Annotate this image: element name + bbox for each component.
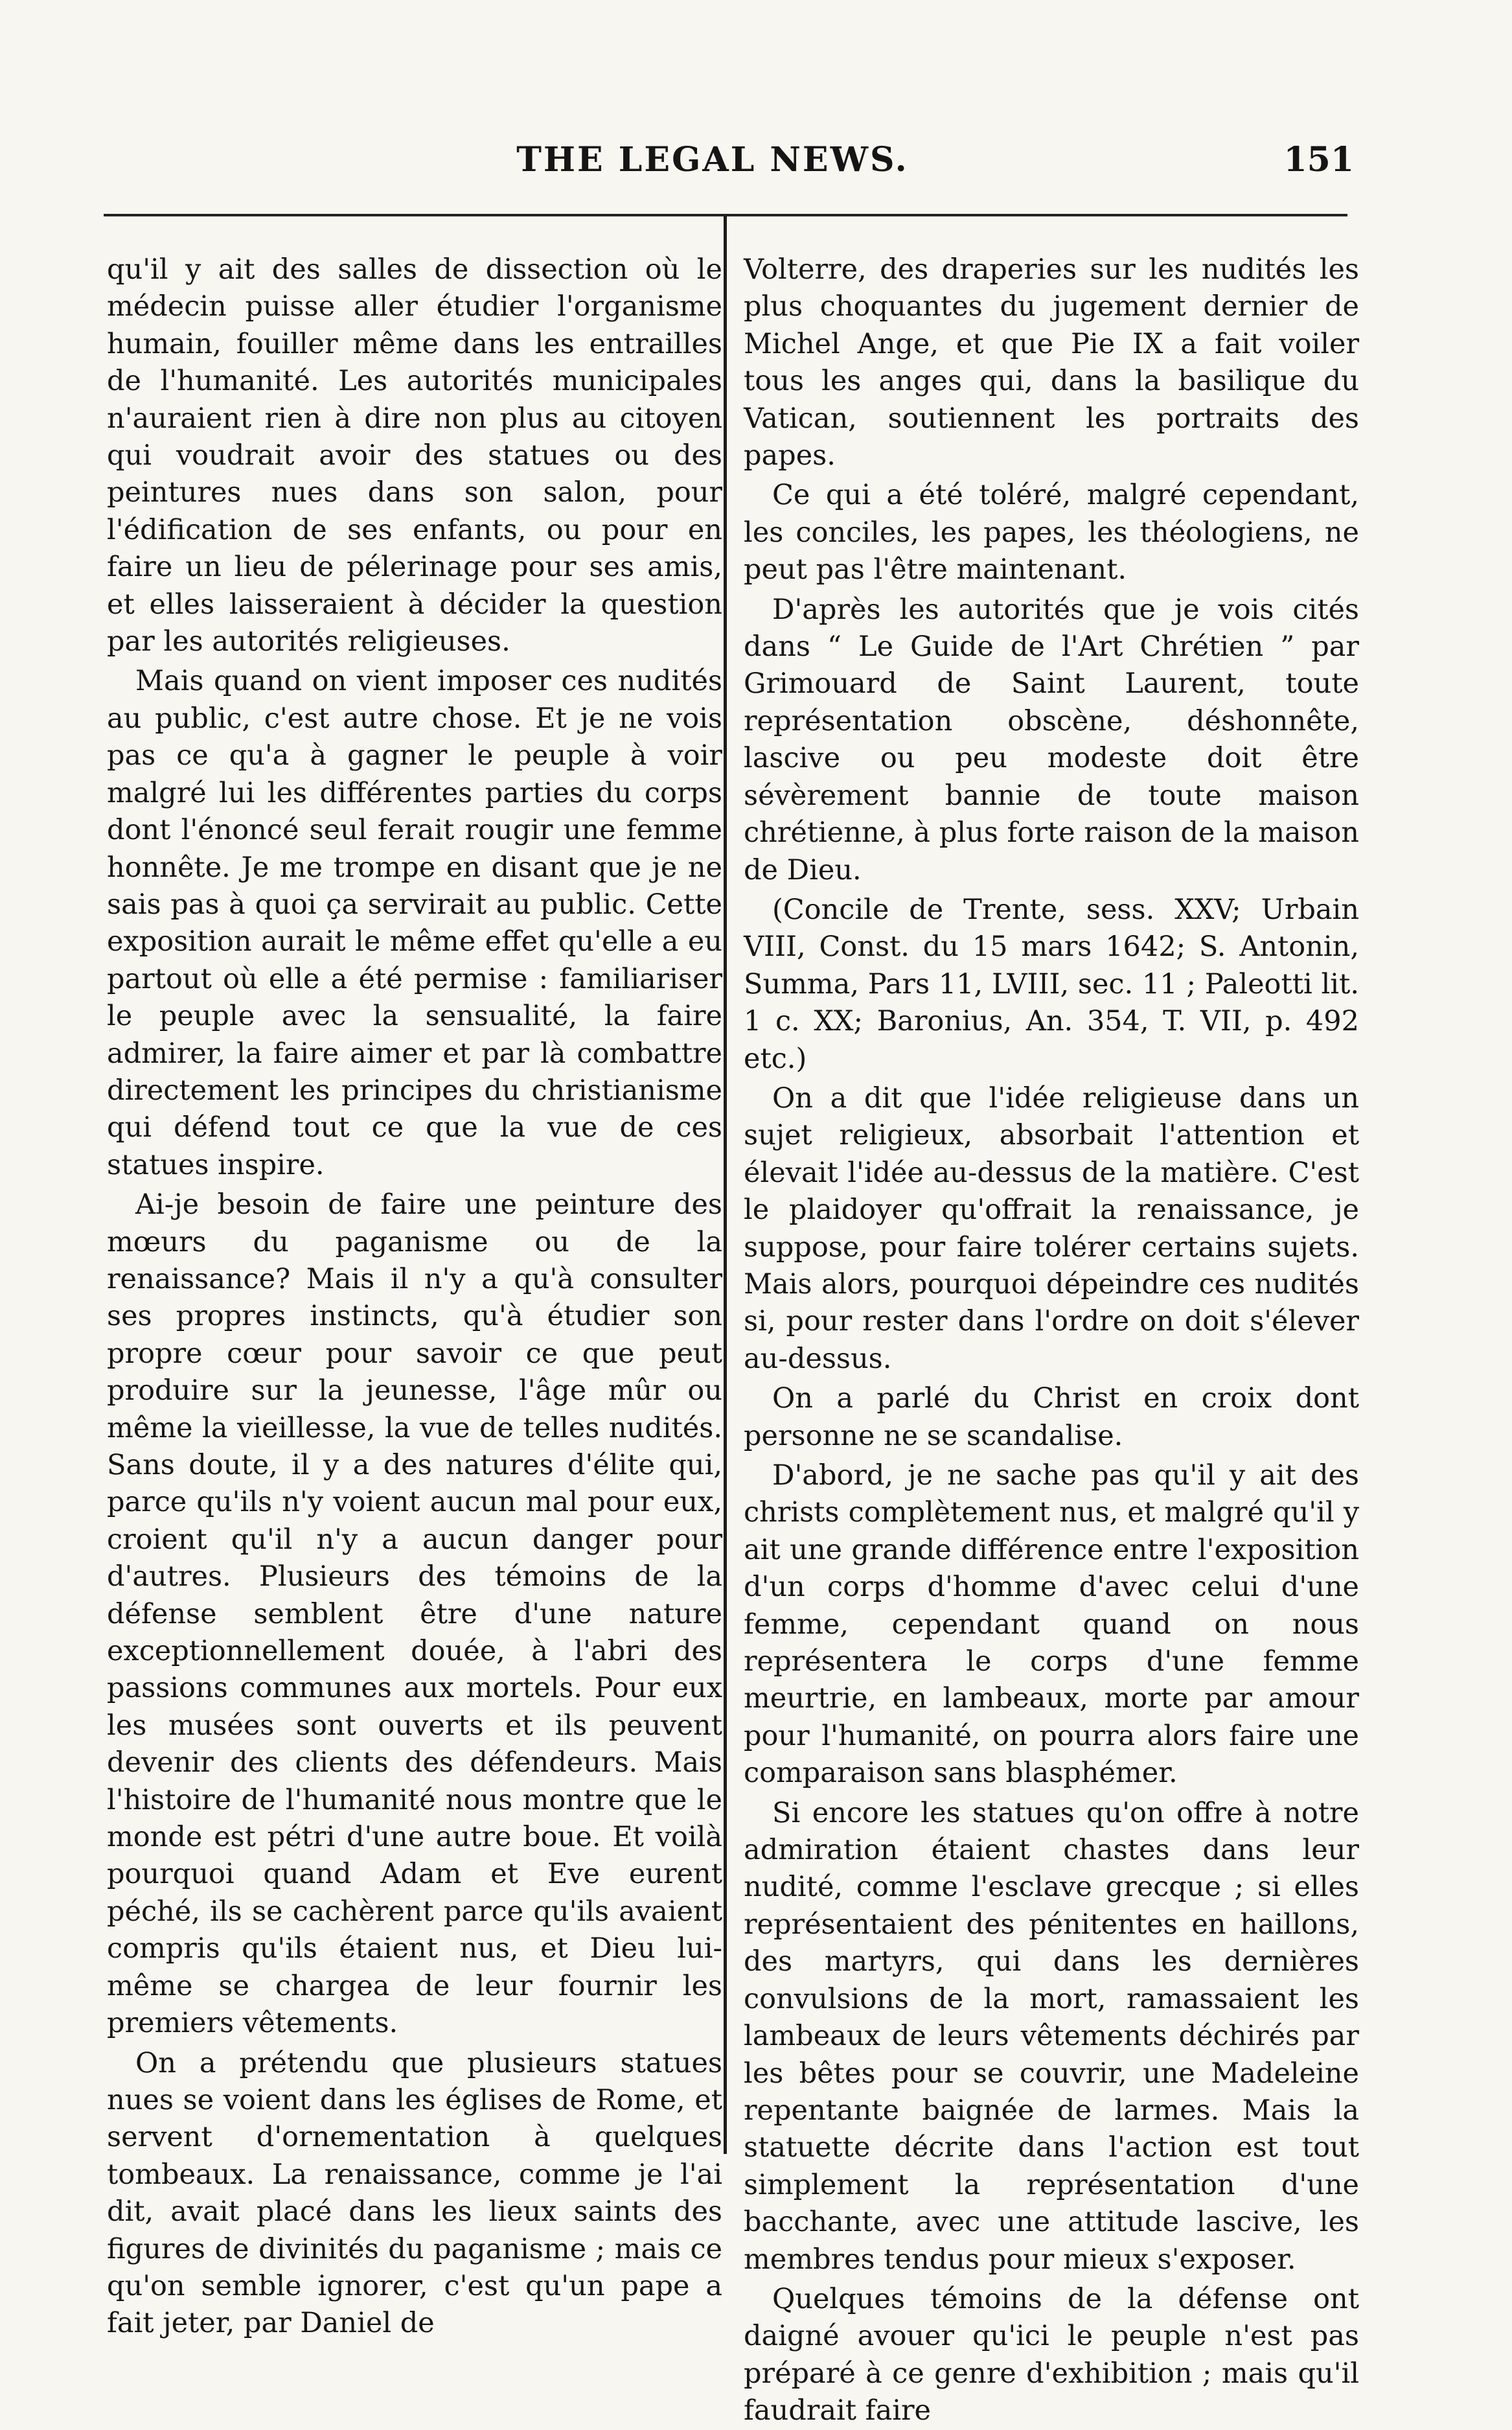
- page-number: 151: [1283, 140, 1354, 179]
- journal-title: THE LEGAL NEWS.: [516, 140, 909, 179]
- paragraph: On a dit que l'idée religieuse dans un sujet religieux, absorbait l'attention et élevait l'idée au-dessus de la matière. C'est le plaidoyer qu'offrait la renaissance, je suppose, pour faire tolérer certains sujets. Mais alors, pourquoi dépeindre ces nudités si, pour rester dans l'ordre on doit s'élever au-dessus.: [744, 1082, 1359, 1375]
- paragraph: Ai-je besoin de faire une peinture des mœurs du paganisme ou de la renaissance? Mais il n'y a qu'à consulter ses propres instincts, qu'à étudier son propre cœur pour savoir ce que peut produire sur la jeunesse, l'âge mûr ou même la vieillesse, la vue de telles nudités. Sans doute, il y a des natures d'élite qui, parce qu'ils n'y voient aucun mal pour eux, croient qu'il n'y a aucun danger pour d'autres. Plusieurs des témoins de la défense semblent être d'une nature exceptionnellement douée, à l'abri des passions communes aux mortels. Pour eux les musées sont ouverts et ils peuvent devenir des clients des défendeurs. Mais l'histoire de l'humanité nous montre que le monde est pétri d'une autre boue. Et voilà pourquoi quand Adam et Eve eurent péché, ils se cachèrent parce qu'ils avaient compris qu'ils étaient nus, et Dieu lui-même se chargea de leur fournir les premiers vêtements.: [107, 1188, 722, 2040]
- paragraph: On a parlé du Christ en croix dont personne ne se scandalise.: [744, 1382, 1359, 1452]
- paragraph: Volterre, des draperies sur les nudités les plus choquantes du jugement dernier de Michel Ange, et que Pie IX a fait voiler tous les anges qui, dans la basilique du Vatican, soutiennent les portraits des papes.: [744, 253, 1359, 472]
- paragraph: D'après les autorités que je vois cités dans “ Le Guide de l'Art Chrétien ” par Grimouard de Saint Laurent, toute représentation obscène, déshonnête, lascive ou peu modeste doit être sévèrement bannie de toute maison chrétienne, à plus forte raison de la maison de Dieu.: [744, 593, 1359, 886]
- column-divider: [724, 216, 727, 2154]
- right-column: [744, 251, 1359, 2430]
- paragraph: On a prétendu que plusieurs statues nues se voient dans les églises de Rome, et servent d'ornementation à quelques tombeaux. La renaissance, comme je l'ai dit, avait placé dans les lieux saints des figures de divinités du paganisme ; mais ce qu'on semble ignorer, c'est qu'un pape a fait jeter, par Daniel de: [107, 2046, 722, 2340]
- paragraph: D'abord, je ne sache pas qu'il y ait des christs complètement nus, et malgré qu'il y ait une grande différence entre l'exposition d'un corps d'homme d'avec celui d'une femme, cependant quand on nous représentera le corps d'une femme meurtrie, en lambeaux, morte par amour pour l'humanité, on pourra alors faire une comparaison sans blasphémer.: [744, 1459, 1359, 1790]
- running-header: [0, 140, 1512, 192]
- paragraph: Mais quand on vient imposer ces nudités au public, c'est autre chose. Et je ne vois pas ce qu'a à gagner le peuple à voir malgré lui les différentes parties du corps dont l'énoncé seul ferait rougir une femme honnête. Je me trompe en disant que je ne sais pas à quoi ça servirait au public. Cette exposition aurait le même effet qu'elle a eu partout où elle a été permise : familiariser le peuple avec la sensualité, la faire admirer, la faire aimer et par là combattre directement les principes du christianisme qui défend tout ce que la vue de ces statues inspire.: [107, 665, 722, 1181]
- paragraph: Ce qui a été toléré, malgré cependant, les conciles, les papes, les théologiens, ne peut pas l'être maintenant.: [744, 479, 1359, 586]
- paragraph: Si encore les statues qu'on offre à notre admiration étaient chastes dans leur nudité, comme l'esclave grecque ; si elles représentaient des pénitentes en haillons, des martyrs, qui dans les dernières convulsions de la mort, ramassaient les lambeaux de leurs vêtements déchirés par les bêtes pour se couvrir, une Madeleine repentante baignée de larmes. Mais la statuette décrite dans l'action est tout simplement la représentation d'une bacchante, avec une attitude lascive, les membres tendus pour mieux s'exposer.: [744, 1796, 1359, 2276]
- paragraph: (Concile de Trente, sess. XXV; Urbain VIII, Const. du 15 mars 1642; S. Antonin, Summa, Pars 11, LVIII, sec. 11 ; Paleotti lit. 1 c. XX; Baronius, An. 354, T. VII, p. 492 etc.): [744, 893, 1359, 1075]
- paragraph: Quelques témoins de la défense ont daigné avouer qu'ici le peuple n'est pas préparé à ce genre d'exhibition ; mais qu'il faudrait faire: [744, 2282, 1359, 2427]
- paragraph: qu'il y ait des salles de dissection où le médecin puisse aller étudier l'organisme humain, fouiller même dans les entrailles de l'humanité. Les autorités municipales n'auraient rien à dire non plus au citoyen qui voudrait avoir des statues ou des peintures nues dans son salon, pour l'édification de ses enfants, ou pour en faire un lieu de pélerinage pour ses amis, et elles laisseraient à décider la question par les autorités religieuses.: [107, 253, 722, 658]
- left-column: [107, 251, 722, 2343]
